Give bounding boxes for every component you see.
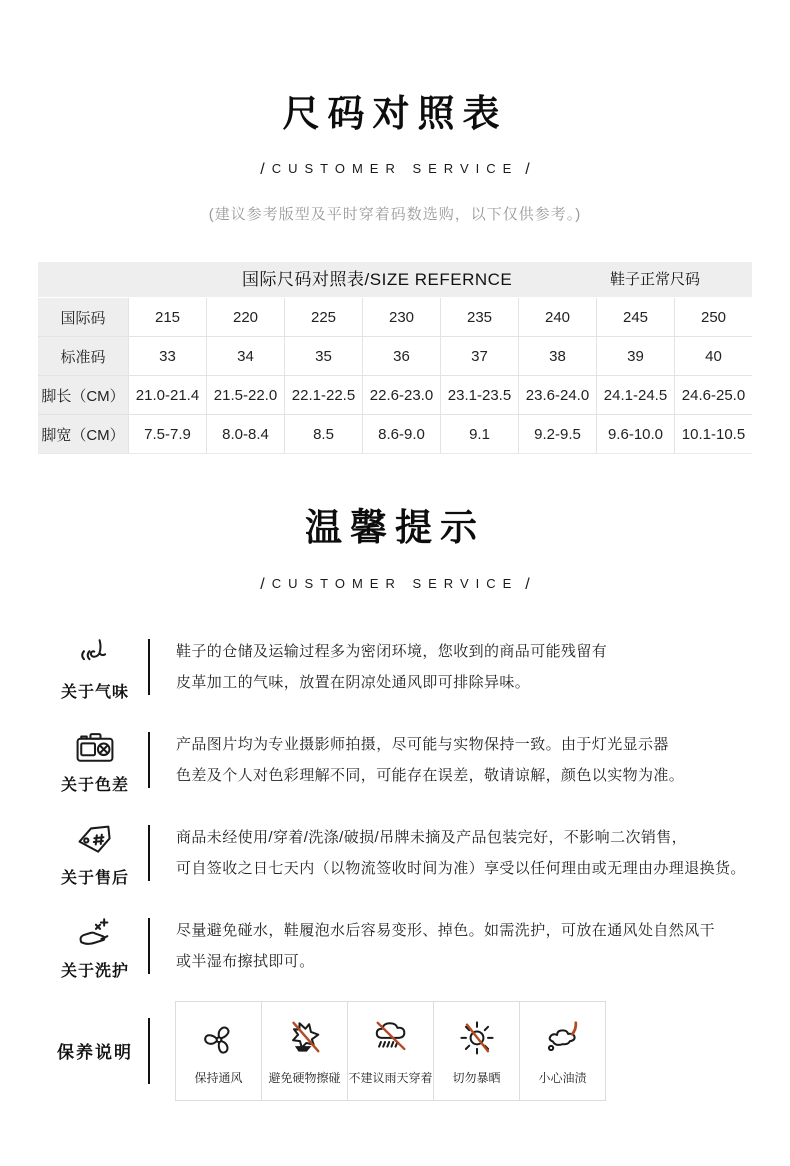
vertical-divider <box>148 918 150 974</box>
size-table-grid <box>38 298 752 454</box>
care-box-label: 切勿暴晒 <box>452 1071 501 1086</box>
care-box-label: 不建议雨天穿着 <box>348 1071 433 1086</box>
table-cell: 40 <box>675 337 752 375</box>
no-rain-icon <box>369 1015 413 1059</box>
table-cell: 22.1-22.5 <box>285 376 362 414</box>
tips-title: 温馨提示 <box>305 507 485 549</box>
table-cell: 225 <box>285 298 362 336</box>
table-cell: 9.1 <box>441 415 518 453</box>
row-label-foot-width: 脚宽（CM） <box>38 415 128 453</box>
vertical-divider <box>148 825 150 881</box>
table-cell: 8.6-9.0 <box>363 415 440 453</box>
care-box-label: 避免硬物擦碰 <box>268 1071 341 1086</box>
tip-text-line: 鞋子的仓储及运输过程多为密闭环境，您收到的商品可能残留有 <box>176 643 608 661</box>
table-cell: 9.6-10.0 <box>597 415 674 453</box>
table-cell: 24.6-25.0 <box>675 376 752 414</box>
row-label-foot-length: 脚长（CM） <box>38 376 128 414</box>
vertical-divider <box>148 732 150 788</box>
camera-icon <box>73 725 117 769</box>
care-box-ventilation <box>175 1001 262 1101</box>
tips-subtitle <box>0 575 790 593</box>
care-instructions <box>0 1001 790 1101</box>
tip-text-line: 或半湿布擦拭即可。 <box>176 953 315 971</box>
care-box-no-sun <box>433 1001 520 1101</box>
care-section-label: 保养说明 <box>57 1043 133 1063</box>
tip-text-line: 商品未经使用/穿着/洗涤/破损/吊牌未摘及产品包装完好，不影响二次销售， <box>176 829 688 847</box>
tip-text-line: 色差及个人对色彩理解不同，可能存在误差，敬请谅解，颜色以实物为准。 <box>176 767 685 785</box>
tip-row-odor <box>0 621 790 714</box>
table-cell: 21.0-21.4 <box>129 376 206 414</box>
table-cell: 8.0-8.4 <box>207 415 284 453</box>
care-box-oil-stain <box>519 1001 606 1101</box>
row-label-standard-code: 标准码 <box>38 337 128 375</box>
tip-label-odor: 关于气味 <box>60 684 129 702</box>
customer-service-text: CUSTOMER SERVICE <box>271 161 519 177</box>
size-chart-title: 尺码对照表 <box>282 93 508 134</box>
table-cell: 220 <box>207 298 284 336</box>
size-table-header <box>38 262 752 297</box>
vertical-divider <box>148 639 150 695</box>
row-label-intl-code: 国际码 <box>38 298 128 336</box>
table-cell: 23.6-24.0 <box>519 376 596 414</box>
table-cell: 24.1-24.5 <box>597 376 674 414</box>
vertical-divider <box>148 1018 150 1084</box>
no-sun-icon <box>455 1015 499 1059</box>
tip-text-line: 产品图片均为专业摄影师拍摄，尽可能与实物保持一致。由于灯光显示器 <box>176 736 669 754</box>
table-cell: 35 <box>285 337 362 375</box>
no-hard-object-icon <box>283 1015 327 1059</box>
tip-text-line: 皮革加工的气味，放置在阴凉处通风即可排除异味。 <box>176 674 531 692</box>
oil-stain-icon <box>541 1015 585 1059</box>
care-box-no-rain <box>347 1001 434 1101</box>
table-cell: 33 <box>129 337 206 375</box>
size-table-header-main: 国际尺码对照表/SIZE REFERNCE <box>242 270 513 290</box>
table-cell: 37 <box>441 337 518 375</box>
hand-wash-icon <box>73 911 117 955</box>
table-cell: 23.1-23.5 <box>441 376 518 414</box>
table-cell: 36 <box>363 337 440 375</box>
care-box-no-hard-object <box>261 1001 348 1101</box>
table-cell: 10.1-10.5 <box>675 415 752 453</box>
table-cell: 39 <box>597 337 674 375</box>
customer-service-text: CUSTOMER SERVICE <box>271 575 519 591</box>
table-cell: 235 <box>441 298 518 336</box>
slash-left: / <box>260 575 265 593</box>
tip-row-washcare <box>0 900 790 993</box>
care-box-label: 小心油渍 <box>538 1071 587 1086</box>
tip-text-line: 可自签收之日七天内（以物流签收时间为准）享受以任何理由或无理由办理退换货。 <box>176 860 746 878</box>
tip-row-aftersale <box>0 807 790 900</box>
table-cell: 34 <box>207 337 284 375</box>
tag-icon <box>73 818 117 862</box>
nose-icon <box>73 632 117 676</box>
slash-right: / <box>525 161 530 179</box>
size-chart-note: (建议参考版型及平时穿着码数选购，以下仅供参考。) <box>208 206 582 224</box>
care-box-label: 保持通风 <box>194 1071 243 1086</box>
tip-row-color <box>0 714 790 807</box>
tip-label-color: 关于色差 <box>60 777 129 795</box>
tips-list <box>0 621 790 993</box>
table-cell: 9.2-9.5 <box>519 415 596 453</box>
fan-icon <box>197 1015 241 1059</box>
slash-right: / <box>525 575 530 593</box>
table-cell: 240 <box>519 298 596 336</box>
size-table-header-right: 鞋子正常尺码 <box>609 271 700 289</box>
table-cell: 230 <box>363 298 440 336</box>
slash-left: / <box>260 161 265 179</box>
tip-label-aftersale: 关于售后 <box>60 870 129 888</box>
size-table <box>38 262 752 454</box>
table-cell: 38 <box>519 337 596 375</box>
table-cell: 21.5-22.0 <box>207 376 284 414</box>
table-cell: 22.6-23.0 <box>363 376 440 414</box>
tip-label-washcare: 关于洗护 <box>60 963 129 981</box>
size-chart-subtitle <box>0 160 790 178</box>
table-cell: 8.5 <box>285 415 362 453</box>
table-cell: 7.5-7.9 <box>129 415 206 453</box>
table-cell: 245 <box>597 298 674 336</box>
table-cell: 215 <box>129 298 206 336</box>
tip-text-line: 尽量避免碰水，鞋履泡水后容易变形、掉色。如需洗护，可放在通风处自然风干 <box>176 922 716 940</box>
table-cell: 250 <box>675 298 752 336</box>
